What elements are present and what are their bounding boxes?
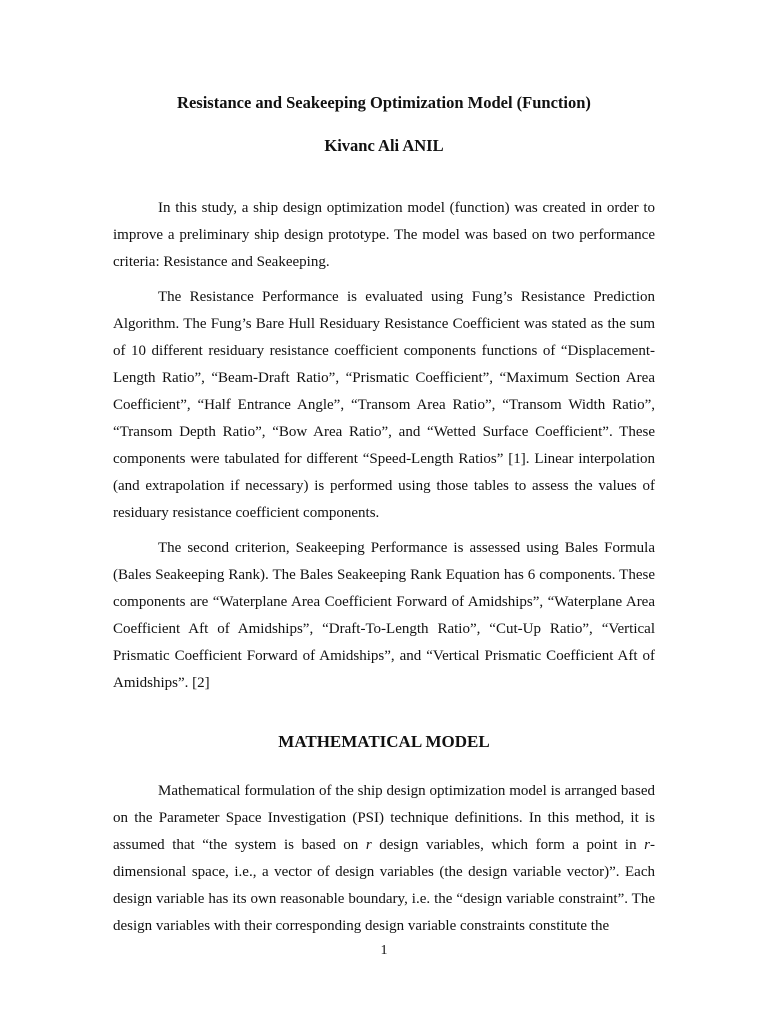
model-text-1: Mathematical formulation of the ship design optimization model is arranged based on the Parameter Space Investigation (PSI) technique definitions. In this method, it is assumed that “the system is based on [113,783,655,853]
paper-author: Kivanc Ali ANIL [324,136,444,155]
variable-r-2: r [644,837,650,853]
model-text-3: -dimensional space, i.e., a vector of design variables (the design variable vector)”. Each design variable has its own reasonable boundary, i.e. the “design variable constraint”. The design variables with their corresponding design variable constraints constitute the [113,837,655,934]
model-paragraph [113,778,655,940]
paper-body [113,195,655,940]
variable-r: r [365,837,372,853]
paper-title: Resistance and Seakeeping Optimization Model (Function) [177,93,591,112]
section-heading: MATHEMATICAL MODEL [278,732,490,751]
resistance-paragraph: The Resistance Performance is evaluated using Fung’s Resistance Prediction Algorithm. The Fung’s Bare Hull Residuary Resistance Coefficient was stated as the sum of 10 different residuary resistance coefficient components functions of “Displacement-Length Ratio”, “Beam-Draft Ratio”, “Prismatic Coefficient”, “Maximum Section Area Coefficient”, “Half Entrance Angle”, “Transom Area Ratio”, “Transom Width Ratio”, “Transom Depth Ratio”, “Bow Area Ratio”, and “Wetted Surface Coefficient”. These components were tabulated for different “Speed-Length Ratios” [1]. Linear interpolation (and extrapolation if necessary) is performed using those tables to assess the values of residuary resistance coefficient components. [113,289,655,521]
page-number: 1 [380,943,388,958]
seakeeping-paragraph: The second criterion, Seakeeping Performance is assessed using Bales Formula (Bales Seakeeping Rank). The Bales Seakeeping Rank Equation has 6 components. These components are “Waterplane Area Coefficient Forward of Amidships”, “Waterplane Area Coefficient Aft of Amidships”, “Draft-To-Length Ratio”, “Cut-Up Ratio”, “Vertical Prismatic Coefficient Forward of Amidships”, and “Vertical Prismatic Coefficient Aft of Amidships”. [2] [113,540,655,691]
model-text-2: design variables, which form a point in [371,837,645,853]
intro-paragraph: In this study, a ship design optimization model (function) was created in order to improve a preliminary ship design prototype. The model was based on two performance criteria: Resistance and Seakeeping. [113,200,655,270]
